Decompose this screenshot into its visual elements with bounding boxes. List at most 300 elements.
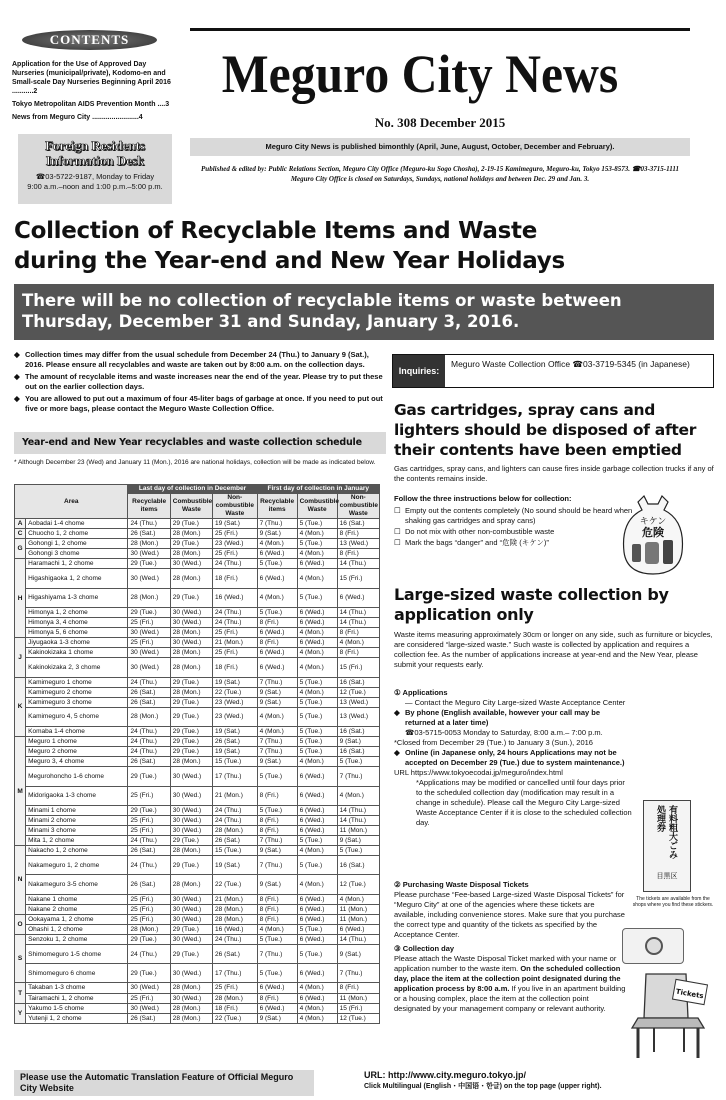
dec-combustible: 30 (Wed.) [170,607,212,617]
table-row [15,846,380,856]
dec-combustible: 30 (Wed.) [170,559,212,569]
dec-recyclable: 24 (Thu.) [128,726,170,736]
jan-recyclable: 6 (Wed.) [257,569,297,588]
contents-item[interactable]: News from Meguro City ........................4 [12,114,143,121]
jan-noncombustible: 8 (Fri.) [337,549,379,559]
dec-recyclable: 26 (Sat.) [128,687,170,697]
note-item: ◆ The amount of recyclable items and waste increases near the end of the year. Please try to put these out on the earlier collection days. [14,372,383,391]
area-name: Minami 3 chome [26,825,128,835]
dec-noncombustible: 25 (Fri.) [213,529,258,539]
dec-recyclable: 29 (Tue.) [128,805,170,815]
inquiries-box [392,354,714,388]
area-letter: K [15,677,26,737]
header-recyclable-jan: Recyclable items [257,494,297,519]
area-name: Higashiyama 1-3 chome [26,588,128,607]
jan-noncombustible: 14 (Thu.) [337,934,379,944]
jan-combustible: 4 (Mon.) [297,687,337,697]
dec-combustible: 30 (Wed.) [170,904,212,914]
jan-combustible: 6 (Wed.) [297,934,337,944]
area-name: Gohongi 3 chome [26,549,128,559]
dec-combustible: 30 (Wed.) [170,934,212,944]
area-name: Chuocho 1, 2 chome [26,529,128,539]
area-name: Mita 1, 2 chome [26,836,128,846]
contents-item[interactable]: Tokyo Metropolitan AIDS Prevention Month ....3 [12,101,170,108]
dec-noncombustible: 19 (Sat.) [213,726,258,736]
step3-title: ③ Collection day [394,944,455,953]
dec-noncombustible: 25 (Fri.) [213,648,258,658]
collection-notes [14,350,386,416]
publication-frequency: Meguro City News is published bimonthly (April, June, August, October, December and February). [190,138,690,156]
jan-recyclable: 9 (Sat.) [257,687,297,697]
phone-number[interactable]: ☎03-5715-0053 Monday to Saturday, 8:00 a.m.– 7:00 p.m. [405,728,603,737]
dec-combustible: 30 (Wed.) [170,993,212,1003]
headline-line2: during the Year-end and New Year Holidays [14,248,565,274]
table-row [15,529,380,539]
jan-recyclable: 7 (Thu.) [257,836,297,846]
checkbox-icon: ☐ [394,527,401,536]
jan-combustible: 6 (Wed.) [297,617,337,627]
dec-recyclable: 26 (Sat.) [128,846,170,856]
jan-noncombustible: 16 (Sat.) [337,747,379,757]
dec-combustible: 29 (Tue.) [170,726,212,736]
jan-combustible: 5 (Tue.) [297,945,337,964]
jan-noncombustible: 16 (Sat.) [337,856,379,875]
table-row [15,539,380,549]
dec-noncombustible: 26 (Sat.) [213,737,258,747]
dec-combustible: 30 (Wed.) [170,786,212,805]
table-row [15,677,380,687]
dec-recyclable: 30 (Wed.) [128,628,170,638]
jan-noncombustible: 5 (Tue.) [337,757,379,767]
foreign-residents-desk [18,134,172,204]
large-waste-steps [394,688,632,828]
jan-noncombustible: 12 (Tue.) [337,875,379,894]
jan-recyclable: 7 (Thu.) [257,945,297,964]
jan-recyclable: 5 (Tue.) [257,767,297,786]
dec-noncombustible: 16 (Wed.) [213,588,258,607]
jan-recyclable: 6 (Wed.) [257,549,297,559]
jan-recyclable: 4 (Mon.) [257,726,297,736]
dec-combustible: 28 (Mon.) [170,529,212,539]
area-name: Tairamachi 1, 2 chome [26,993,128,1003]
phone-lead: ◆ By phone (English available, however your call may be returned at a later time) [394,708,601,727]
diamond-bullet-icon: ◆ [394,748,400,757]
jan-combustible: 5 (Tue.) [297,697,337,707]
dec-noncombustible: 26 (Sat.) [213,945,258,964]
area-name: Nakane 2 chome [26,904,128,914]
jan-recyclable: 8 (Fri.) [257,914,297,924]
dec-noncombustible: 21 (Mon.) [213,786,258,805]
step1-title: ① Applications [394,688,448,697]
jan-recyclable: 8 (Fri.) [257,825,297,835]
jan-recyclable: 8 (Fri.) [257,993,297,1003]
table-row [15,856,380,875]
dec-recyclable: 28 (Mon.) [128,539,170,549]
contents-item[interactable]: Application for the Use of Approved Day Nurseries (municipal/private), Kodomo-en and Small-scale Day Nurseries Beginning April 2016 ...........2 [12,61,171,95]
dec-recyclable: 29 (Tue.) [128,767,170,786]
table-row [15,875,380,894]
table-row [15,757,380,767]
table-row [15,914,380,924]
jan-combustible: 6 (Wed.) [297,993,337,1003]
desk-title-line2: Information Desk [45,153,145,168]
table-row [15,628,380,638]
dec-combustible: 28 (Mon.) [170,658,212,677]
jan-noncombustible: 11 (Mon.) [337,904,379,914]
dec-noncombustible: 18 (Fri.) [213,569,258,588]
dec-recyclable: 24 (Thu.) [128,747,170,757]
dec-recyclable: 25 (Fri.) [128,617,170,627]
dec-combustible: 29 (Tue.) [170,707,212,726]
jan-recyclable: 9 (Sat.) [257,875,297,894]
diamond-bullet-icon: ◆ [14,394,20,403]
table-row [15,697,380,707]
dec-noncombustible: 21 (Mon.) [213,894,258,904]
area-letter: C [15,529,26,539]
area-name: Minami 1 chome [26,805,128,815]
published-by: Published & edited by: Public Relations Section, Meguro City Office (Meguro-ku Sogo Chosha), 2-19-15 Kamimeguro, Meguro-ku, Tokyo 153-8573. ☎03-3715-1111 [201,165,679,173]
area-letter: N [15,846,26,915]
dec-noncombustible: 24 (Thu.) [213,934,258,944]
jan-recyclable: 8 (Fri.) [257,638,297,648]
jan-noncombustible: 9 (Sat.) [337,737,379,747]
jan-recyclable: 9 (Sat.) [257,1013,297,1023]
jan-recyclable: 8 (Fri.) [257,617,297,627]
area-name: Ookayama 1, 2 chome [26,914,128,924]
dec-combustible: 28 (Mon.) [170,983,212,993]
dec-noncombustible: 25 (Fri.) [213,628,258,638]
area-name: Gohongi 1, 2 chome [26,539,128,549]
table-row [15,767,380,786]
office-closed-note: Meguro City Office is closed on Saturdays, Sundays, national holidays and between Dec. 29 and Jan. 3. [290,175,590,183]
jan-recyclable: 9 (Sat.) [257,846,297,856]
jan-noncombustible: 6 (Wed.) [337,588,379,607]
jan-combustible: 6 (Wed.) [297,825,337,835]
dec-noncombustible: 23 (Wed.) [213,539,258,549]
table-row [15,658,380,677]
area-name: Kamimeguro 2 chome [26,687,128,697]
jan-recyclable: 9 (Sat.) [257,529,297,539]
jan-combustible: 5 (Tue.) [297,924,337,934]
ticket-sticker-image [643,800,691,892]
gas-cartridge-icon [645,542,659,564]
jan-noncombustible: 15 (Fri.) [337,1003,379,1013]
dec-recyclable: 28 (Mon.) [128,588,170,607]
area-name: Nakameguro 3-5 chome [26,875,128,894]
jan-combustible: 5 (Tue.) [297,539,337,549]
header-combustible-dec: Combustible Waste [170,494,212,519]
jan-recyclable: 7 (Thu.) [257,856,297,875]
jan-recyclable: 7 (Thu.) [257,747,297,757]
jan-noncombustible: 9 (Sat.) [337,836,379,846]
dec-noncombustible: 28 (Mon.) [213,914,258,924]
dec-recyclable: 28 (Mon.) [128,924,170,934]
dec-combustible: 29 (Tue.) [170,697,212,707]
chair-with-ticket-illustration [624,968,714,1062]
dec-recyclable: 24 (Thu.) [128,737,170,747]
jan-recyclable: 9 (Sat.) [257,757,297,767]
jan-combustible: 6 (Wed.) [297,607,337,617]
jan-noncombustible: 8 (Fri.) [337,983,379,993]
jan-combustible: 4 (Mon.) [297,648,337,658]
dec-recyclable: 25 (Fri.) [128,993,170,1003]
jan-recyclable: 6 (Wed.) [257,628,297,638]
bag-label-kanji: 危険 [642,526,664,539]
desk-hours: 9:00 a.m.–noon and 1:00 p.m.–5:00 p.m. [27,182,163,191]
dec-recyclable: 24 (Thu.) [128,856,170,875]
area-name: Kakinokizaka 2, 3 chome [26,658,128,677]
gas-instruction-item: ☐ Mark the bags “danger” and “危険 (キケン)” [394,538,549,547]
dec-combustible: 30 (Wed.) [170,815,212,825]
jan-noncombustible: 16 (Sat.) [337,677,379,687]
table-row [15,549,380,559]
inquiries-text: Meguro Waste Collection Office ☎03-3719-5345 (in Japanese) [451,359,690,369]
dec-noncombustible: 28 (Mon.) [213,993,258,1003]
dec-recyclable: 26 (Sat.) [128,1013,170,1023]
table-row [15,747,380,757]
footer [0,1066,726,1100]
table-row [15,805,380,815]
dec-noncombustible: 28 (Mon.) [213,825,258,835]
jan-noncombustible: 8 (Fri.) [337,648,379,658]
jan-combustible: 5 (Tue.) [297,588,337,607]
dec-combustible: 28 (Mon.) [170,628,212,638]
table-row [15,1003,380,1013]
dec-combustible: 30 (Wed.) [170,894,212,904]
online-lead: ◆ Online (in Japanese only, 24 hours Applications may not be accepted on December 29 (Tue.) due to system maintenance.) [394,748,625,767]
dec-combustible: 30 (Wed.) [170,617,212,627]
dec-noncombustible: 24 (Thu.) [213,607,258,617]
dec-recyclable: 30 (Wed.) [128,648,170,658]
danger-bag-illustration [618,494,688,576]
jan-combustible: 4 (Mon.) [297,1003,337,1013]
gas-instructions [394,494,634,549]
dec-recyclable: 25 (Fri.) [128,825,170,835]
area-name: Yutenji 1, 2 chome [26,1013,128,1023]
header-recyclable-dec: Recyclable items [128,494,170,519]
area-name: Jiyugaoka 1-3 chome [26,638,128,648]
jan-combustible: 4 (Mon.) [297,569,337,588]
jan-noncombustible: 12 (Tue.) [337,687,379,697]
contents-tag: CONTENTS [22,30,157,50]
jan-combustible: 5 (Tue.) [297,677,337,687]
area-name: Shimomeguro 6 chome [26,964,128,983]
jan-combustible: 6 (Wed.) [297,767,337,786]
jan-combustible: 4 (Mon.) [297,549,337,559]
schedule-title: Year-end and New Year recyclables and waste collection schedule [14,432,386,454]
ticket-sticker-sub: 目黒区 [656,873,678,880]
jan-recyclable: 5 (Tue.) [257,607,297,617]
dec-combustible: 30 (Wed.) [170,964,212,983]
jan-noncombustible: 7 (Thu.) [337,767,379,786]
jan-recyclable: 6 (Wed.) [257,1003,297,1013]
header-area: Area [15,485,128,519]
dec-recyclable: 24 (Thu.) [128,519,170,529]
area-name: Shimomeguro 1-5 chome [26,945,128,964]
area-name: Himonya 5, 6 chome [26,628,128,638]
dec-noncombustible: 19 (Sat.) [213,519,258,529]
table-row [15,934,380,944]
table-row [15,786,380,805]
dec-recyclable: 29 (Tue.) [128,607,170,617]
area-letter: H [15,559,26,638]
area-name: Meguro 1 chome [26,737,128,747]
jan-noncombustible: 7 (Thu.) [337,964,379,983]
jan-noncombustible: 14 (Thu.) [337,607,379,617]
step2-title: ② Purchasing Waste Disposal Tickets [394,880,529,889]
jan-combustible: 5 (Tue.) [297,836,337,846]
table-row [15,638,380,648]
dec-noncombustible: 17 (Thu.) [213,767,258,786]
table-row [15,964,380,983]
dec-noncombustible: 17 (Thu.) [213,964,258,983]
jan-noncombustible: 15 (Fri.) [337,658,379,677]
table-row [15,648,380,658]
table-row [15,983,380,993]
area-name: Kakinokizaka 1 chome [26,648,128,658]
table-row [15,924,380,934]
table-row [15,519,380,529]
masthead-rule [190,28,690,31]
jan-noncombustible: 5 (Tue.) [337,846,379,856]
dec-noncombustible: 21 (Mon.) [213,638,258,648]
table-row [15,687,380,697]
area-letter: J [15,638,26,677]
dec-recyclable: 25 (Fri.) [128,815,170,825]
area-name: Himonya 1, 2 chome [26,607,128,617]
jan-noncombustible: 14 (Thu.) [337,559,379,569]
jan-noncombustible: 8 (Fri.) [337,628,379,638]
jan-combustible: 5 (Tue.) [297,747,337,757]
note-item: ◆ Collection times may differ from the usual schedule from December 24 (Thu.) to January 9 (Sat.), 2016. Please ensure all recyclables and waste are taken out by 8:00 a.m. on the collection days. [14,350,369,369]
chair-ticket-label: Tickets [675,987,705,1001]
footer-links [364,1070,714,1092]
dec-combustible: 29 (Tue.) [170,588,212,607]
jan-combustible: 6 (Wed.) [297,904,337,914]
dec-recyclable: 28 (Mon.) [128,707,170,726]
jan-noncombustible: 9 (Sat.) [337,945,379,964]
jan-recyclable: 6 (Wed.) [257,658,297,677]
area-name: Ohashi 1, 2 chome [26,924,128,934]
jan-combustible: 5 (Tue.) [297,707,337,726]
dec-noncombustible: 22 (Tue.) [213,687,258,697]
dec-recyclable: 24 (Thu.) [128,945,170,964]
jan-recyclable: 8 (Fri.) [257,894,297,904]
jan-noncombustible: 11 (Mon.) [337,993,379,1003]
area-letter: M [15,737,26,846]
jan-noncombustible: 16 (Sat.) [337,519,379,529]
dec-recyclable: 29 (Tue.) [128,964,170,983]
jan-recyclable: 5 (Tue.) [257,805,297,815]
jan-combustible: 5 (Tue.) [297,737,337,747]
translation-notice: Please use the Automatic Translation Feature of Official Meguro City Website [14,1070,314,1096]
bag-label-katakana: キケン [639,517,667,527]
dec-noncombustible: 22 (Tue.) [213,1013,258,1023]
jan-noncombustible: 11 (Mon.) [337,825,379,835]
ticket-sticker-text: 有料粗大ごみ処理券 [656,805,678,859]
closed-note: *Closed from December 29 (Tue.) to January 3 (Sun.), 2016 [394,738,593,747]
dec-noncombustible: 15 (Tue.) [213,846,258,856]
jan-combustible: 6 (Wed.) [297,559,337,569]
jan-recyclable: 8 (Fri.) [257,904,297,914]
table-row [15,726,380,736]
area-letter: O [15,914,26,934]
desk-phone: ☎03-5722-9187, Monday to Friday [35,172,155,181]
step3-text: Please attach the Waste Disposal Ticket marked with your name or application number to the waste item. On the scheduled collection day, place the item at the collection point designated during the application process by 8:00 a.m. If you live in an apartment building or a housing complex, place the item at the collection point designated by your management company or relevant authority. [394,954,626,1013]
dec-recyclable: 26 (Sat.) [128,875,170,894]
schedule-table [14,484,380,1024]
jan-noncombustible: 8 (Fri.) [337,529,379,539]
dec-combustible: 30 (Wed.) [170,805,212,815]
jan-combustible: 6 (Wed.) [297,964,337,983]
dec-recyclable: 26 (Sat.) [128,757,170,767]
dec-combustible: 29 (Tue.) [170,677,212,687]
city-website-url[interactable]: URL: http://www.city.meguro.tokyo.jp/ [364,1070,526,1080]
jan-combustible: 4 (Mon.) [297,757,337,767]
gas-intro: Gas cartridges, spray cans, and lighters can cause fires inside garbage collection trucks if any of the contents remains inside. [394,464,714,483]
jan-combustible: 6 (Wed.) [297,815,337,825]
desk-title-line1: Foreign Residents [45,138,145,153]
main-headline [14,216,714,276]
schedule-note: * Although December 23 (Wed) and January 11 (Mon.), 2016 are national holidays, collection will be made as indicated below. [14,459,376,466]
dec-recyclable: 25 (Fri.) [128,914,170,924]
jan-noncombustible: 15 (Fri.) [337,569,379,588]
dec-noncombustible: 19 (Sat.) [213,856,258,875]
jan-recyclable: 6 (Wed.) [257,983,297,993]
dec-recyclable: 30 (Wed.) [128,569,170,588]
jan-noncombustible: 4 (Mon.) [337,786,379,805]
application-url[interactable]: URL https://www.tokyoecodai.jp/meguro/index.html [394,768,563,777]
jan-noncombustible: 13 (Wed.) [337,707,379,726]
table-row [15,825,380,835]
gas-instruction-item: ☐ Empty out the contents completely (No sound should be heard when shaking gas cartridges and spray cans) [394,506,633,525]
area-name: Meguro 2 chome [26,747,128,757]
publisher-info [190,164,690,184]
table-row [15,894,380,904]
area-name: Komaba 1-4 chome [26,726,128,736]
dec-noncombustible: 22 (Tue.) [213,875,258,894]
jan-combustible: 6 (Wed.) [297,894,337,904]
dec-combustible: 29 (Tue.) [170,836,212,846]
dec-noncombustible: 19 (Sat.) [213,677,258,687]
dec-combustible: 29 (Tue.) [170,747,212,757]
contents-box [12,30,172,126]
dec-noncombustible: 23 (Wed.) [213,697,258,707]
jan-combustible: 6 (Wed.) [297,638,337,648]
table-row [15,737,380,747]
large-waste-intro: Waste items measuring approximately 30cm or longer on any side, such as furniture or bicycles, are considered “large-sized waste.” Such waste is collected by application and requires a collection fee. As the number of applications increase at year-end and the New Year, please submit your requests early. [394,630,713,669]
table-row [15,707,380,726]
table-row [15,993,380,1003]
dec-recyclable: 25 (Fri.) [128,904,170,914]
jan-combustible: 6 (Wed.) [297,805,337,815]
header-december: Last day of collection in December [128,485,257,494]
dec-noncombustible: 24 (Thu.) [213,617,258,627]
dec-recyclable: 26 (Sat.) [128,529,170,539]
dec-recyclable: 26 (Sat.) [128,697,170,707]
jan-combustible: 4 (Mon.) [297,875,337,894]
table-row [15,1013,380,1023]
area-name: Minami 2 chome [26,815,128,825]
masthead-title: Meguro City News [221,44,619,104]
jan-recyclable: 7 (Thu.) [257,677,297,687]
jan-noncombustible: 14 (Thu.) [337,815,379,825]
dec-combustible: 30 (Wed.) [170,767,212,786]
dec-recyclable: 30 (Wed.) [128,658,170,677]
area-name: Nakane 1 chome [26,894,128,904]
table-row [15,945,380,964]
jan-combustible: 4 (Mon.) [297,628,337,638]
